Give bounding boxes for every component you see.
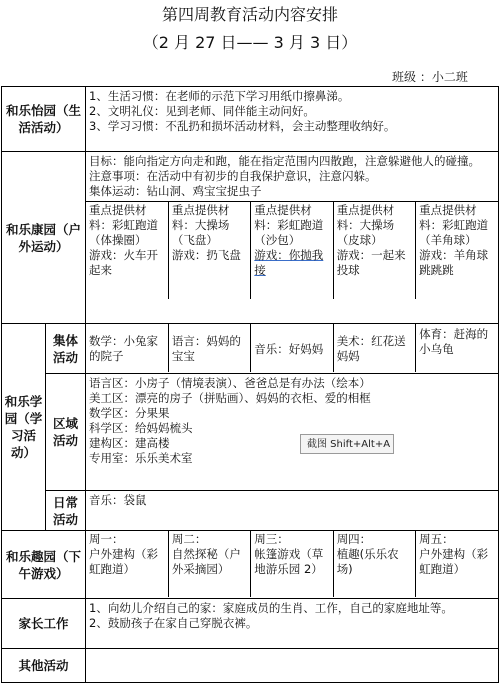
outdoor-group: 集体运动：钻山洞、鸡宝宝捉虫子 xyxy=(89,184,262,198)
other-content xyxy=(86,649,499,683)
outdoor-notice: 注意事项：在活动中有初步的自我保护意识，注意闪躲。 xyxy=(89,169,377,183)
outdoor-days xyxy=(86,201,498,299)
study-group-days xyxy=(86,324,498,372)
outdoor-day-3 xyxy=(251,202,333,300)
outdoor-day-1 xyxy=(86,202,168,300)
outdoor-goal: 目标：能向指定方向走和跑，能在指定范围内四散跑，注意躲避他人的碰撞。 xyxy=(89,154,481,168)
day-text: 户外建构（彩虹跑道） xyxy=(419,547,489,576)
game-text: 游戏：一起来投球 xyxy=(336,248,406,277)
area-item: 建构区：建高楼 xyxy=(89,436,170,450)
class-label: 班级 ：小二班 xyxy=(392,70,468,84)
area-item: 科学区：给妈妈梳头 xyxy=(89,421,193,435)
schedule-table xyxy=(1,86,499,683)
area-item: 数学区：分果果 xyxy=(89,406,170,420)
materials-text: 重点提供材料：彩虹跑道（羊角球） xyxy=(419,203,489,247)
parents-item: 1、向幼儿介绍自己的家：家庭成员的生肖、工作，自己的家庭地址等。 xyxy=(89,601,453,615)
materials-text: 重点提供材料：大操场（皮球） xyxy=(336,203,395,247)
date-range: （2 月 27 日—— 3 月 3 日） xyxy=(142,33,358,52)
study-group-content xyxy=(86,324,499,374)
game-text: 游戏：羊角球跳跳跳 xyxy=(419,248,489,277)
day-label: 周五： xyxy=(419,532,454,546)
day-label: 周三： xyxy=(254,532,289,546)
life-header: 和乐怡园（生活活动） xyxy=(2,87,86,152)
outdoor-content xyxy=(86,152,499,324)
game-text: 游戏：你抛我接 xyxy=(254,248,324,277)
game-text: 游戏：火车开起来 xyxy=(89,248,159,277)
outdoor-day-2 xyxy=(168,202,250,300)
study-daily-label: 日常活动 xyxy=(46,491,86,531)
game-text: 游戏：扔飞盘 xyxy=(171,248,241,262)
area-item: 语言区：小房子（情境表演）、爸爸总是有办法（绘本） xyxy=(89,376,371,390)
study-group-item: 语言：妈妈的宝宝 xyxy=(168,324,250,372)
other-header: 其他活动 xyxy=(2,649,86,683)
afternoon-day-4 xyxy=(333,531,415,597)
day-label: 周四： xyxy=(336,532,372,546)
life-content xyxy=(86,87,499,152)
materials-text: 重点提供材料：彩虹跑道（沙包） xyxy=(254,203,324,247)
afternoon-day-3 xyxy=(251,531,333,597)
materials-text: 重点提供材料：大操场（飞盘） xyxy=(171,203,230,247)
document-title: 第四周教育活动内容安排 xyxy=(161,5,338,24)
parents-content xyxy=(86,599,499,649)
life-item: 1、生活习惯：在老师的示范下学习用纸巾擦鼻涕。 xyxy=(89,89,350,103)
afternoon-day-1 xyxy=(86,531,168,597)
afternoon-header: 和乐趣园（下午游戏） xyxy=(2,531,86,599)
study-group-item: 体育：赶海的小乌龟 xyxy=(419,327,489,356)
afternoon-days xyxy=(86,531,498,597)
afternoon-content xyxy=(86,531,499,599)
day-text: 户外建构（彩虹跑道） xyxy=(89,547,159,576)
study-group-item: 美术：红花送妈妈 xyxy=(333,324,415,372)
day-label: 周二： xyxy=(171,532,207,546)
day-label: 周一： xyxy=(89,532,124,546)
study-group-label: 集体活动 xyxy=(46,324,86,374)
study-area-content xyxy=(86,374,499,491)
parents-header: 家长工作 xyxy=(2,599,86,649)
outdoor-day-5 xyxy=(416,202,498,300)
study-group-item: 音乐：好妈妈 xyxy=(251,324,333,372)
materials-text: 重点提供材料：彩虹跑道（体操圈） xyxy=(89,203,159,247)
parents-item: 2、鼓励孩子在家自己穿脱衣裤。 xyxy=(89,616,258,630)
afternoon-day-2 xyxy=(168,531,250,597)
day-text: 自然探秘（户外采摘园） xyxy=(171,547,241,576)
outdoor-header: 和乐康园（户外运动） xyxy=(2,152,86,324)
screenshot-tooltip: 截图 Shift+Alt+A xyxy=(300,434,394,454)
outdoor-day-4 xyxy=(333,202,415,300)
day-text: 帐篷游戏（草地游乐园 2） xyxy=(254,547,324,576)
study-group-item: 数学：小兔家的院子 xyxy=(86,324,168,372)
life-item: 2、文明礼仪：见到老师、同伴能主动问好。 xyxy=(89,104,315,118)
area-item: 美工区：漂亮的房子（拼贴画）、妈妈的衣柜、爱的相框 xyxy=(89,391,371,405)
day-text: 植趣(乐乐农场) xyxy=(336,547,399,576)
study-header: 和乐学园（学习活动） xyxy=(2,324,46,531)
study-area-label: 区域活动 xyxy=(46,374,86,491)
area-item: 专用室：乐乐美术室 xyxy=(89,451,193,465)
study-daily-content: 音乐：袋鼠 xyxy=(86,491,499,531)
life-item: 3、学习习惯：不乱扔和损坏活动材料，会主动整理收纳好。 xyxy=(89,119,396,133)
afternoon-day-5 xyxy=(416,531,498,597)
